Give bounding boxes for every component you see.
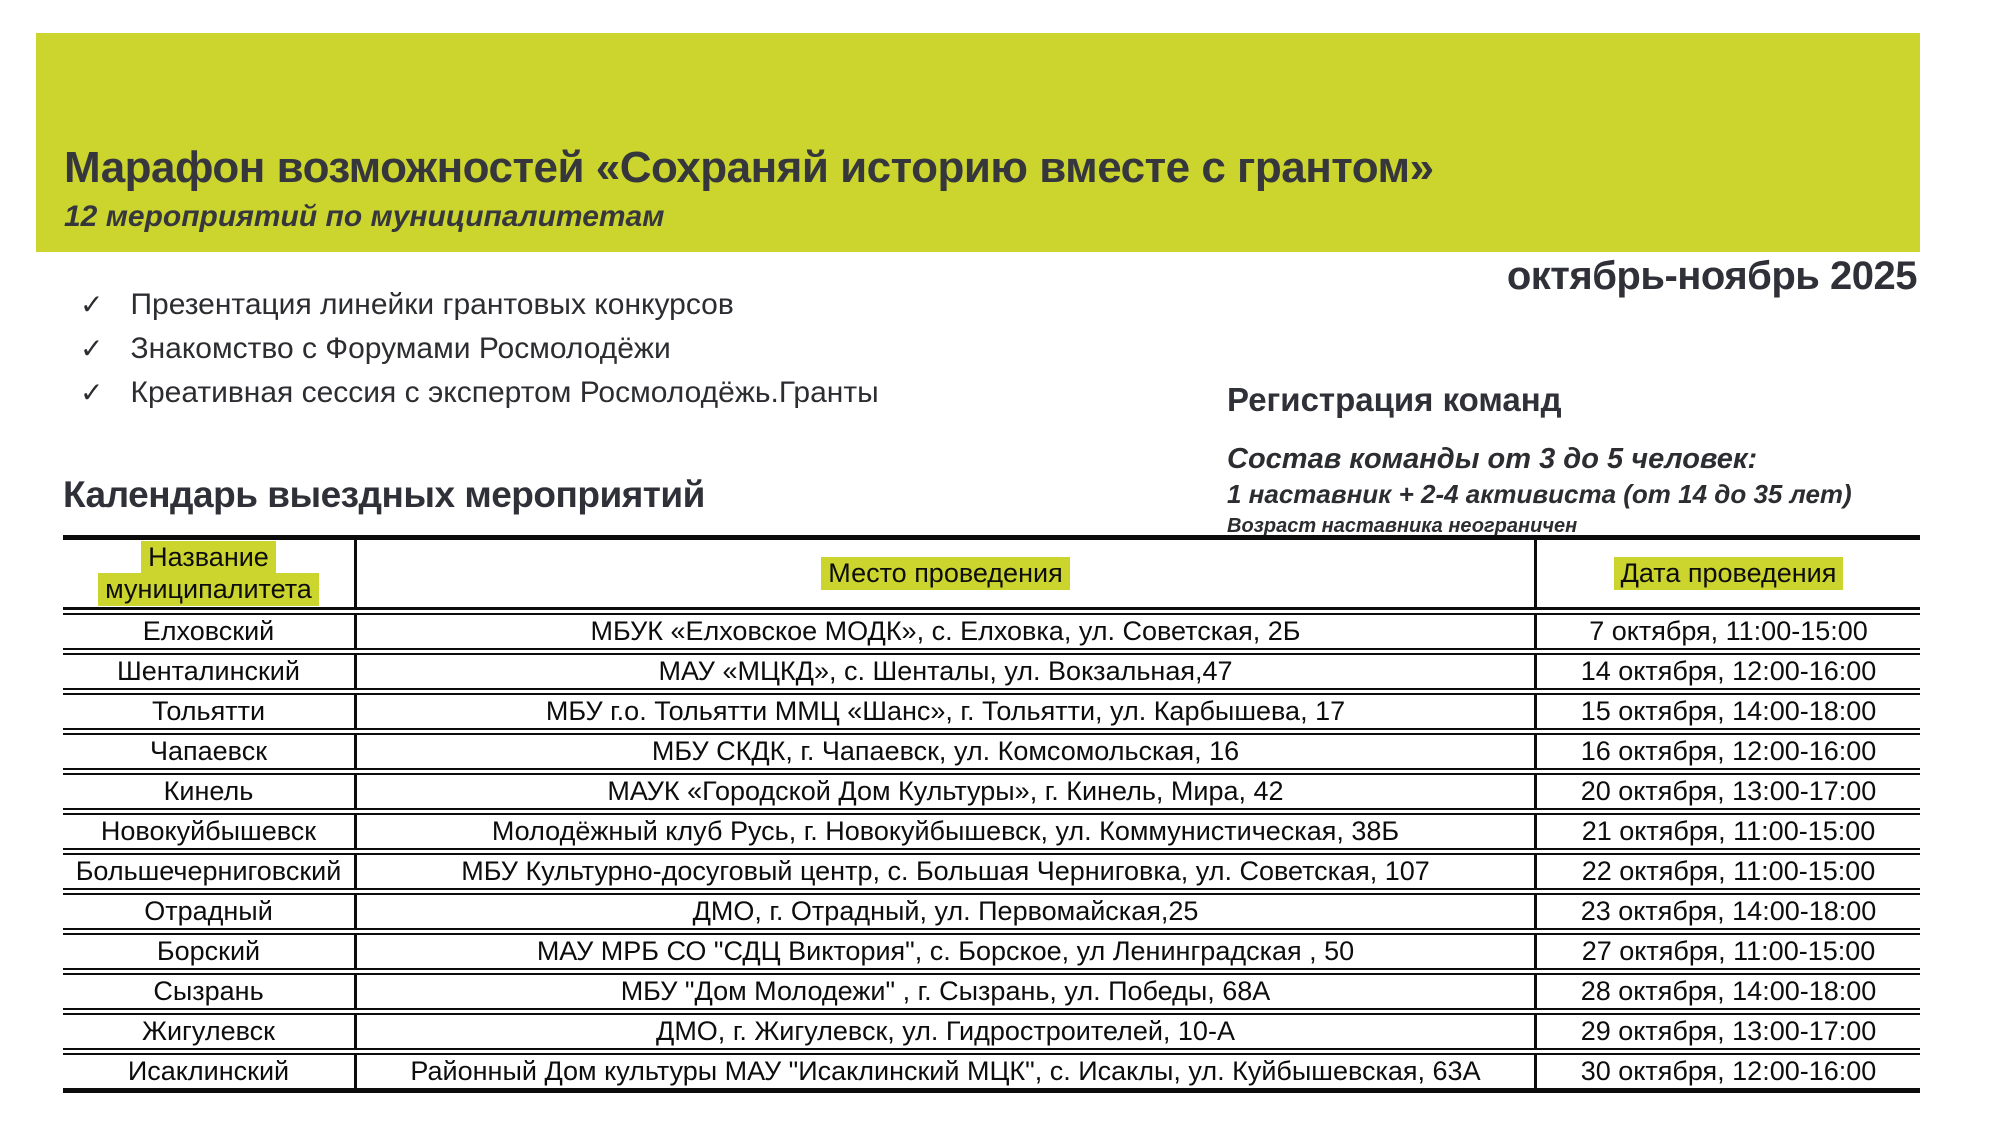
table-header-row: [63, 535, 1920, 610]
registration-block: [1227, 381, 1947, 538]
poster-title: Марафон возможностей «Сохраняй историю вместе с грантом»: [64, 143, 1434, 192]
municipality-cell: Отрадный: [63, 893, 357, 930]
municipality-cell: Сызрань: [63, 973, 357, 1010]
team-size-note: Состав команды от 3 до 5 человек:: [1227, 443, 1758, 475]
date-cell: 29 октября, 13:00-17:00: [1537, 1013, 1920, 1050]
municipality-cell: Чапаевск: [63, 733, 357, 770]
table-row: [63, 853, 1920, 890]
table-row: [63, 973, 1920, 1010]
municipality-cell: Тольятти: [63, 693, 357, 730]
table-row: [63, 1053, 1920, 1093]
date-cell: 22 октября, 11:00-15:00: [1537, 853, 1920, 890]
feature-label: Креативная сессия с экспертом Росмолодёжь.Гранты: [130, 376, 879, 409]
place-cell: МБУ "Дом Молодежи" , г. Сызрань, ул. Победы, 68А: [357, 973, 1537, 1010]
place-cell: МАУК «Городской Дом Культуры», г. Кинель, Мира, 42: [357, 773, 1537, 810]
feature-list: [80, 288, 879, 420]
place-cell: МБУ Культурно-досуговый центр, с. Большая Черниговка, ул. Советская, 107: [357, 853, 1537, 890]
list-item: [80, 332, 879, 366]
date-cell: 16 октября, 12:00-16:00: [1537, 733, 1920, 770]
calendar-title: Календарь выездных мероприятий: [63, 474, 705, 515]
mentor-age-note: Возраст наставника неограничен: [1227, 515, 1578, 537]
team-composition-note: 1 наставник + 2-4 активиста (от 14 до 35 лет): [1227, 479, 1852, 509]
table-row: [63, 653, 1920, 690]
registration-title: Регистрация команд: [1227, 381, 1562, 418]
municipality-cell: Кинель: [63, 773, 357, 810]
check-icon: ✓: [80, 289, 104, 320]
municipality-cell: Шенталинский: [63, 653, 357, 690]
date-cell: 23 октября, 14:00-18:00: [1537, 893, 1920, 930]
table-row: [63, 1013, 1920, 1050]
place-cell: МАУ МРБ СО "СДЦ Виктория", с. Борское, ул Ленинградская , 50: [357, 933, 1537, 970]
column-header-place: Место проведения: [357, 535, 1537, 610]
date-cell: 15 октября, 14:00-18:00: [1537, 693, 1920, 730]
municipality-cell: Борский: [63, 933, 357, 970]
table-row: [63, 893, 1920, 930]
municipality-cell: Елховский: [63, 613, 357, 650]
events-table: [63, 532, 1920, 1096]
date-cell: 28 октября, 14:00-18:00: [1537, 973, 1920, 1010]
list-item: [80, 288, 879, 322]
list-item: [80, 376, 879, 410]
municipality-cell: Жигулевск: [63, 1013, 357, 1050]
date-cell: 21 октября, 11:00-15:00: [1537, 813, 1920, 850]
table-row: [63, 773, 1920, 810]
header-banner: [36, 33, 1920, 252]
place-cell: МБУ г.о. Тольятти ММЦ «Шанс», г. Тольятти, ул. Карбышева, 17: [357, 693, 1537, 730]
date-cell: 14 октября, 12:00-16:00: [1537, 653, 1920, 690]
poster-subtitle: 12 мероприятий по муниципалитетам: [64, 200, 665, 233]
municipality-cell: Большечерниговский: [63, 853, 357, 890]
date-cell: 7 октября, 11:00-15:00: [1537, 613, 1920, 650]
table-row: [63, 813, 1920, 850]
place-cell: Районный Дом культуры МАУ "Исаклинский МЦК", с. Исаклы, ул. Куйбышевская, 63А: [357, 1053, 1537, 1093]
table-row: [63, 613, 1920, 650]
date-cell: 30 октября, 12:00-16:00: [1537, 1053, 1920, 1093]
check-icon: ✓: [80, 333, 104, 364]
column-header-date: Дата проведения: [1537, 535, 1920, 610]
date-cell: 27 октября, 11:00-15:00: [1537, 933, 1920, 970]
date-cell: 20 октября, 13:00-17:00: [1537, 773, 1920, 810]
table-row: [63, 933, 1920, 970]
place-cell: ДМО, г. Жигулевск, ул. Гидростроителей, 10-А: [357, 1013, 1537, 1050]
place-cell: ДМО, г. Отрадный, ул. Первомайская,25: [357, 893, 1537, 930]
place-cell: МБУК «Елховское МОДК», с. Елховка, ул. Советская, 2Б: [357, 613, 1537, 650]
table-row: [63, 693, 1920, 730]
municipality-cell: Исаклинский: [63, 1053, 357, 1093]
place-cell: Молодёжный клуб Русь, г. Новокуйбышевск, ул. Коммунистическая, 38Б: [357, 813, 1537, 850]
feature-label: Знакомство с Форумами Росмолодёжи: [130, 332, 671, 365]
table-row: [63, 733, 1920, 770]
feature-label: Презентация линейки грантовых конкурсов: [130, 288, 734, 321]
date-range-label: октябрь-ноябрь 2025: [1506, 254, 1917, 298]
place-cell: МАУ «МЦКД», с. Шенталы, ул. Вокзальная,47: [357, 653, 1537, 690]
check-icon: ✓: [80, 377, 104, 408]
column-header-municipality: Название муниципалитета: [63, 535, 357, 610]
place-cell: МБУ СКДК, г. Чапаевск, ул. Комсомольская, 16: [357, 733, 1537, 770]
municipality-cell: Новокуйбышевск: [63, 813, 357, 850]
